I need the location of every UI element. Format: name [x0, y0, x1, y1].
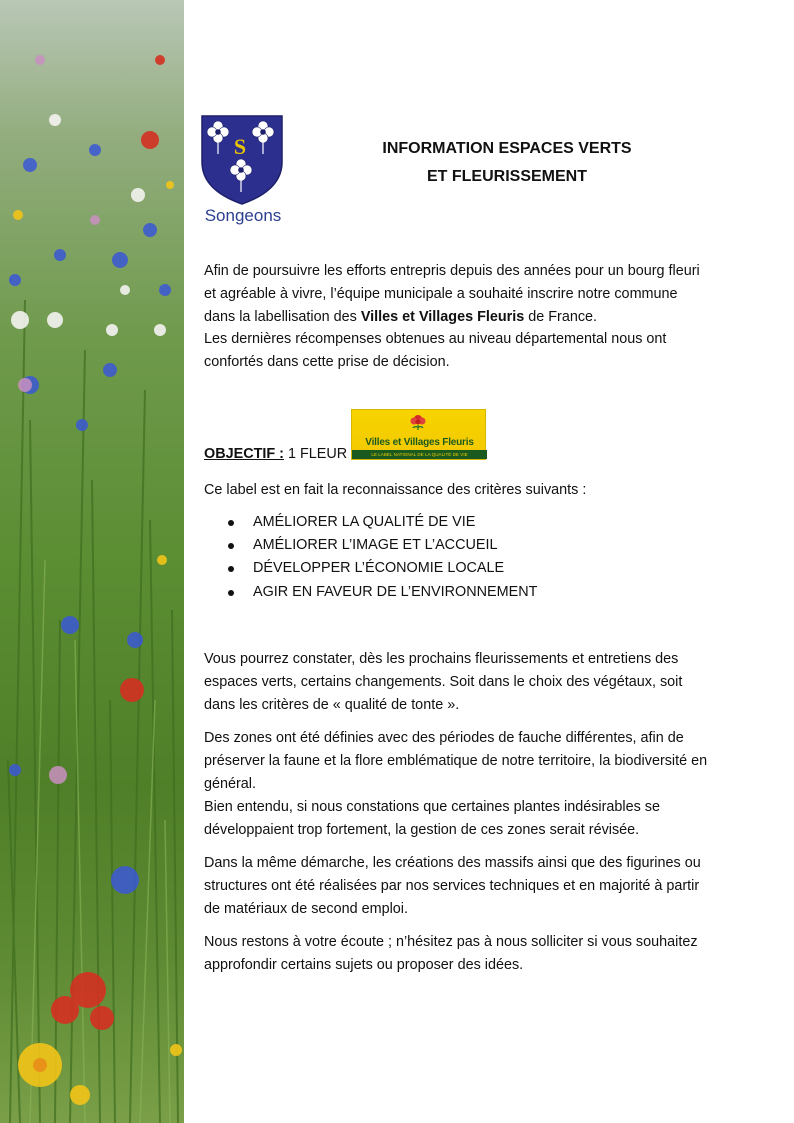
intro-bold-label: Villes et Villages Fleuris [360, 308, 525, 325]
intro-text-before: Afin de poursuivre les efforts entrepris depuis des années pour un bourg fleuri et agréable à vivre, l’équipe municipale a souhaité inscrire notre commune dans la labellisation des [204, 263, 700, 325]
body-section [204, 648, 708, 987]
meadow-photo [0, 0, 184, 1123]
red-flower-icon [408, 413, 428, 431]
intro-paragraph-1 [204, 260, 708, 328]
villes-villages-fleuris-badge [351, 409, 486, 460]
page-title [340, 135, 674, 191]
badge-subtitle: LE LABEL NATIONAL DE LA QUALITÉ DE VIE [352, 450, 487, 459]
badge-name: Villes et Villages Fleuris [365, 437, 474, 448]
intro-section [204, 260, 708, 374]
objective-line [204, 443, 347, 465]
body-paragraph-2 [204, 727, 708, 842]
intro-paragraph-2: Les dernières récompenses obtenues au niveau départemental nous ont confortés dans cette prise de décision. [204, 331, 667, 371]
wildflower-illustration [0, 0, 184, 1123]
body-paragraph-3: Dans la même démarche, les créations des massifs ainsi que des figurines ou structures ont été réalisées par nos services techniques et en majorité à partir de matériaux de second emploi. [204, 855, 701, 917]
body-paragraph-1: Vous pourrez constater, dès les prochains fleurissements et entretiens des espaces verts, certains changements. Soit dans le choix des végétaux, soit dans les critères de « qualité de tonte ». [204, 651, 683, 713]
intro-text-after: de France. [524, 308, 598, 325]
body-paragraph-2a: Des zones ont été définies avec des périodes de fauche différentes, afin de préserver la faune et la flore emblématique de notre territoire, la biodiversité en général. [204, 730, 708, 792]
criteria-list [226, 511, 537, 604]
criteria-intro: Ce label est en fait la reconnaissance des critères suivants : [204, 482, 587, 498]
list-item: DÉVELOPPER L’ÉCONOMIE LOCALE [226, 557, 537, 580]
body-paragraph-4: Nous restons à votre écoute ; n’hésitez pas à nous solliciter si vous souhaitez approfondir certains sujets ou proposer des idées. [204, 934, 698, 973]
logo-caption: Songeons [204, 206, 282, 225]
list-item: AGIR EN FAVEUR DE L’ENVIRONNEMENT [226, 581, 537, 604]
title-line-2: ET FLEURISSEMENT [426, 168, 587, 185]
logo-letter: S [233, 134, 247, 159]
body-paragraph-2b: Bien entendu, si nous constations que certaines plantes indésirables se développaient trop fortement, la gestion de ces zones serait révisée. [204, 799, 660, 838]
objective-value: 1 FLEUR [283, 446, 348, 462]
coat-of-arms-icon [196, 112, 290, 206]
municipal-logo [196, 112, 296, 230]
list-item: AMÉLIORER LA QUALITÉ DE VIE [226, 511, 537, 534]
list-item: AMÉLIORER L’IMAGE ET L’ACCUEIL [226, 534, 537, 557]
title-line-1: INFORMATION ESPACES VERTS [382, 140, 632, 157]
objective-label: OBJECTIF : [204, 446, 284, 462]
